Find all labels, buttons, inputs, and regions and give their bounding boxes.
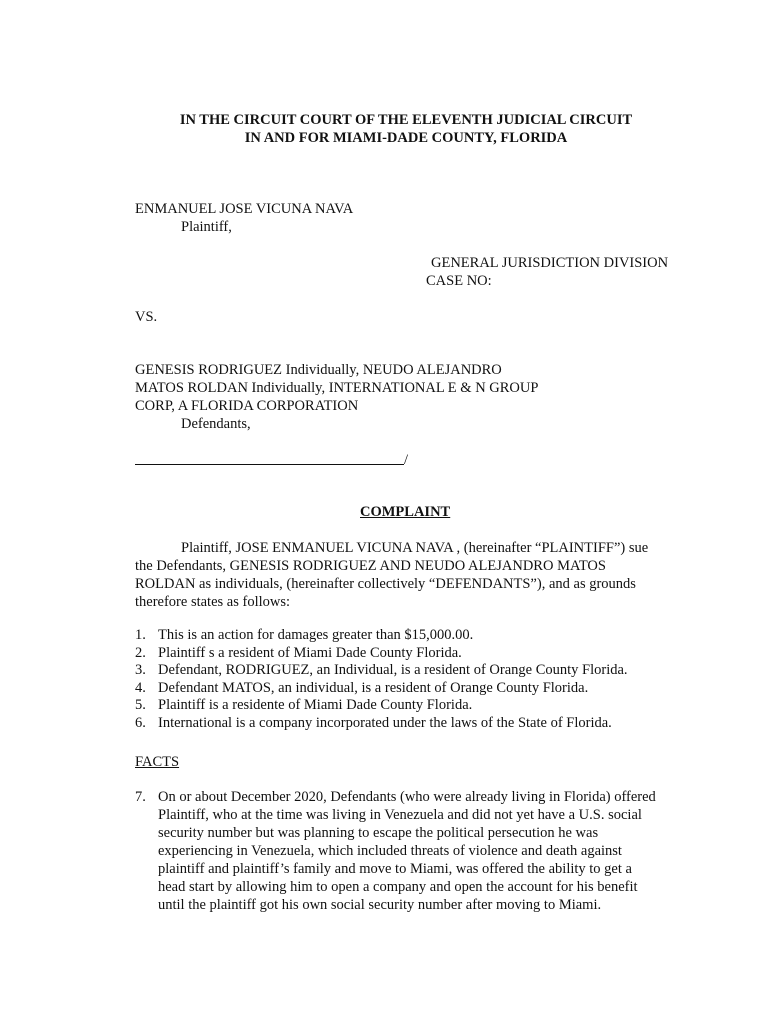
case-number-label: CASE NO: <box>426 273 492 289</box>
fact-line: security number but was planning to escape the political persecution he was <box>158 825 599 841</box>
defendants-role: Defendants, <box>181 416 251 432</box>
item-text: Plaintiff is a residente of Miami Dade County Florida. <box>158 697 473 713</box>
item-text: Defendant MATOS, an individual, is a resident of Orange County Florida. <box>158 679 589 696</box>
item-text: Defendant, RODRIGUEZ, an Individual, is a resident of Orange County Florida. <box>158 662 628 678</box>
item-number: 4. <box>135 679 146 696</box>
signature-slash: / <box>404 452 409 468</box>
defendants-line-1: GENESIS RODRIGUEZ Individually, NEUDO ALEJANDRO <box>135 362 502 378</box>
item-number: 7. <box>135 789 146 805</box>
defendants-line-2: MATOS ROLDAN Individually, INTERNATIONAL E & N GROUP <box>135 380 539 396</box>
facts-heading: FACTS <box>135 754 180 770</box>
item-number: 2. <box>135 644 146 661</box>
defendants-line-3: CORP, A FLORIDA CORPORATION <box>135 398 359 414</box>
plaintiff-name: ENMANUEL JOSE VICUNA NAVA <box>135 201 354 217</box>
intro-line-1: Plaintiff, JOSE ENMANUEL VICUNA NAVA , (hereinafter “PLAINTIFF”) sue <box>181 540 649 556</box>
item-text: Plaintiff s a resident of Miami Dade County Florida. <box>158 644 462 661</box>
fact-line: Plaintiff, who at the time was living in Venezuela and did not yet have a U.S. social <box>158 807 642 823</box>
fact-line: until the plaintiff got his own social security number after moving to Miami. <box>158 897 602 913</box>
intro-line-3: ROLDAN as individuals, (hereinafter collectively “DEFENDANTS”), and as grounds <box>135 576 636 592</box>
complaint-heading: COMPLAINT <box>360 504 451 520</box>
fact-line: plaintiff and plaintiff’s family and move to Miami, was offered the ability to get a <box>158 861 632 877</box>
court-title-line-1: IN THE CIRCUIT COURT OF THE ELEVENTH JUDICIAL CIRCUIT <box>179 112 633 128</box>
item-number: 5. <box>135 697 146 713</box>
plaintiff-role: Plaintiff, <box>181 219 232 235</box>
intro-line-4: therefore states as follows: <box>135 594 291 610</box>
versus: VS. <box>135 309 158 325</box>
fact-line: experiencing in Venezuela, which included threats of violence and death against <box>158 843 622 859</box>
fact-line: On or about December 2020, Defendants (who were already living in Florida) offered <box>158 789 656 805</box>
item-number: 1. <box>135 627 146 643</box>
item-number: 3. <box>135 662 146 678</box>
item-text: International is a company incorporated under the laws of the State of Florida. <box>158 714 612 731</box>
item-text: This is an action for damages greater than $15,000.00. <box>158 627 474 643</box>
intro-line-2: the Defendants, GENESIS RODRIGUEZ AND NEUDO ALEJANDRO MATOS <box>135 558 606 574</box>
fact-line: head start by allowing him to open a company and open the account for his benefit <box>158 879 638 895</box>
division-name: GENERAL JURISDICTION DIVISION <box>431 255 669 271</box>
court-title-line-2: IN AND FOR MIAMI-DADE COUNTY, FLORIDA <box>244 130 568 146</box>
signature-line <box>135 464 404 465</box>
item-number: 6. <box>135 714 146 731</box>
